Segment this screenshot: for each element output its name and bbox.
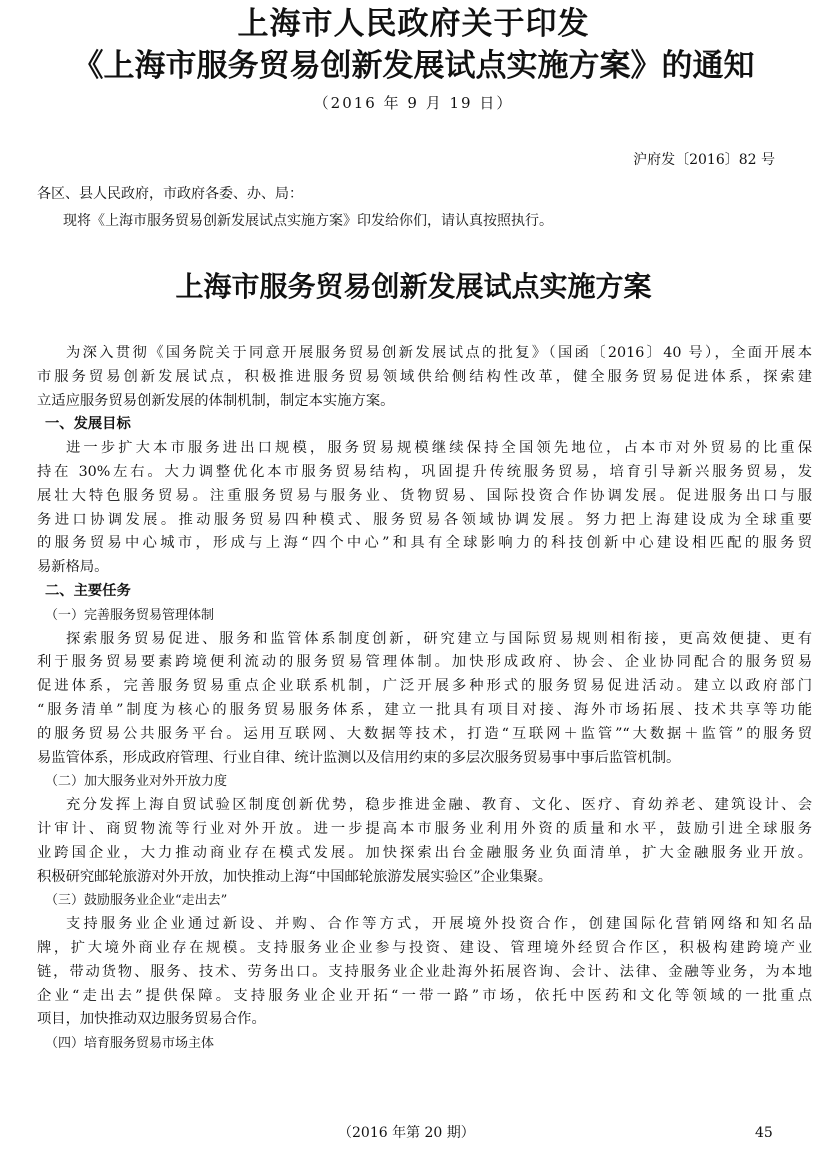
body-line: 的服务贸易公共服务平台。运用互联网、大数据等技术，打造“互联网＋监管”“大数据＋监管”的服务贸 [37,725,812,742]
body-line: 市服务贸易创新发展试点，积极推进服务贸易领域供给侧结构性改革，健全服务贸易促进体系，探索建 [37,368,812,385]
body-line: 企业“走出去”提供保障。支持服务业企业开拓“一带一路”市场，依托中医药和文化等领域的一批重点 [37,987,812,1004]
body-line: 促进体系，完善服务贸易重点企业联系机制，广泛开展多种形式的服务贸易促进活动。建立以政府部门 [37,678,812,695]
body-line: 链，带动货物、服务、技术、劳务出口。支持服务业企业赴海外拓展咨询、会计、法律、金融等业务，为本地 [37,963,812,980]
body-line: 积极研究邮轮旅游对外开放，加快推动上海“中国邮轮旅游发展实验区”企业集聚。 [37,868,553,885]
body-line: 牌，扩大境外商业存在规模。支持服务业企业参与投资、建设、管理境外经贸合作区，积极构建跨境产业 [37,939,812,956]
body-line: 探索服务贸易促进、服务和监管体系制度创新，研究建立与国际贸易规则相衔接，更高效便捷、更有 [66,630,812,647]
body-line: 进一步扩大本市服务进出口规模，服务贸易规模继续保持全国领先地位，占本市对外贸易的比重保 [66,440,812,457]
body-line: 易监管体系，形成政府管理、行业自律、统计监测以及信用约束的多层次服务贸易事中事后监管机制。 [37,749,681,766]
body-line: 务进口协调发展。推动服务贸易四种模式、服务贸易各领域协调发展。努力把上海建设成为全球重要 [37,511,812,528]
body-line: 立适应服务贸易创新发展的体制机制，制定本实施方案。 [37,392,395,409]
body-line: 易新格局。 [37,559,109,576]
body-line: 的服务贸易中心城市，形成与上海“四个中心”和具有全球影响力的科技创新中心建设相匹配的服务贸 [37,535,812,552]
intro-text: 现将《上海市服务贸易创新发展试点实施方案》印发给你们，请认真按照执行。 [63,213,553,229]
section-heading: 一、发展目标 [45,416,131,433]
notice-title-line2: 《上海市服务贸易创新发展试点实施方案》的通知 [72,48,755,84]
body-line: “服务清单”制度为核心的服务贸易服务体系，建立一批具有项目对接、海外市场拓展、技术共享等功能 [37,701,812,718]
issue-label: （2016 年第 20 期） [338,1125,475,1141]
page-number: 45 [755,1125,773,1141]
section-heading: 二、主要任务 [45,582,131,599]
body-line: 展壮大特色服务贸易。注重服务贸易与服务业、货物贸易、国际投资合作协调发展。促进服务出口与服 [37,487,812,504]
body-line: 计审计、商贸物流等行业对外开放。进一步提高本市服务业利用外资的质量和水平，鼓励引进全球服务 [37,820,812,837]
subsection-heading: （二）加大服务业对外开放力度 [45,774,228,790]
subsection-heading: （一）完善服务贸易管理体制 [45,607,215,623]
body-line: 支持服务业企业通过新设、并购、合作等方式，开展境外投资合作，创建国际化营销网络和知名品 [66,916,812,933]
subsection-heading: （三）鼓励服务业企业“走出去” [45,893,228,909]
body-line: 项目，加快推动双边服务贸易合作。 [37,1011,266,1028]
body-line: 业跨国企业，大力推动商业存在模式发展。加快探索出台金融服务业负面清单，扩大金融服务业开放。 [37,844,812,861]
issue-date: （2016 年 9 月 19 日） [313,94,514,112]
body-line: 利于服务贸易要素跨境便利流动的服务贸易管理体制。加快形成政府、协会、企业协同配合的服务贸易 [37,654,812,671]
addressees: 各区、县人民政府，市政府各委、办、局： [37,186,303,202]
body-line: 为深入贯彻《国务院关于同意开展服务贸易创新发展试点的批复》（国函〔2016〕40 号），全面开展本 [66,345,812,361]
plan-title: 上海市服务贸易创新发展试点实施方案 [175,270,652,303]
document-number: 沪府发〔2016〕82 号 [633,152,775,168]
body-line: 充分发挥上海自贸试验区制度创新优势，稳步推进金融、教育、文化、医疗、育幼养老、建筑设计、会 [66,797,812,814]
notice-title-line1: 上海市人民政府关于印发 [237,6,590,42]
body-line: 持在 30%左右。大力调整优化本市服务贸易结构，巩固提升传统服务贸易，培育引导新兴服务贸易，发 [37,463,812,480]
subsection-heading: （四）培育服务贸易市场主体 [45,1036,215,1052]
body-text [37,342,812,1056]
